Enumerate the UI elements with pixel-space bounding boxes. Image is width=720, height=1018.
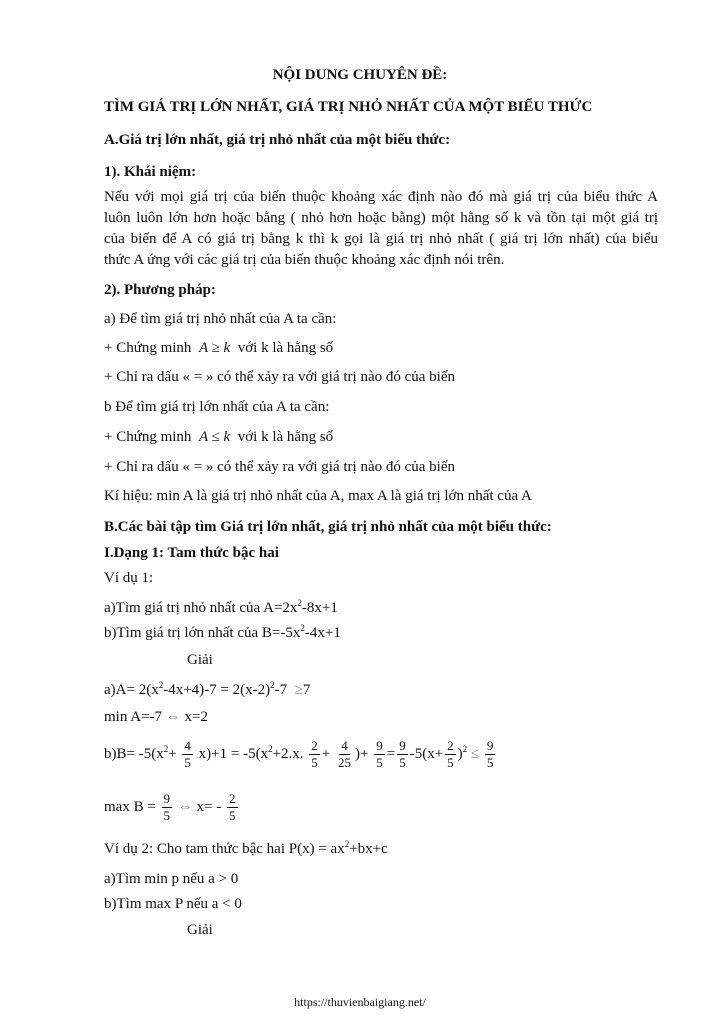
equality-line-1: + Chỉ ra dấu « = » có thể xảy ra với giá trị nào đó của biến [104,369,455,385]
denominator: 5 [163,808,171,824]
solb-p4: +2.x. [272,746,304,762]
solb-p8: -5(x+ [409,746,444,762]
ex1b-text: b)Tìm giá trị lớn nhất của B=-5x [104,625,301,641]
method-heading: 2). Phương pháp: [104,282,216,298]
solb-p3: x)+1 = -5(x [198,746,269,762]
min-a-line [104,708,208,726]
concept-line-3: của biến để A có giá trị bằng k thì k gọi là giá trị nhỏ nhất ( giá trị lớn nhất) của biểu [104,231,658,247]
exponent: 2 [462,744,468,754]
prove-prefix: + Chứng minh [104,340,192,356]
fraction [485,738,496,771]
ex1b-tail: -4x+1 [304,625,341,641]
exponent: 2 [158,680,164,690]
numerator: 4 [184,738,191,754]
ex2-tail: +bx+c [349,841,388,857]
section-b-heading: B.Các bài tập tìm Giá trị lớn nhất, giá trị nhỏ nhất của một biểu thức: [104,519,552,535]
concept-heading: 1). Khái niệm: [104,164,197,180]
sola-p2: -4x+4)-7 = 2(x-2) [163,682,271,698]
sola-p1: a)A= 2(x [104,682,159,698]
denominator: 5 [447,755,454,771]
min-method-intro: a) Để tìm giá trị nhỏ nhất của A ta cần: [104,311,337,327]
fraction [374,738,385,771]
geq-symbol: ≥ [294,682,303,698]
solb-p5: + [321,746,331,762]
example-1-part-a [104,599,338,617]
leq-symbol: ≤ [470,746,480,762]
concept-line-4: thức A ứng với các giá trị của biến thuộc khoảng xác định nói trên. [104,252,505,268]
example-2-part-b: b)Tìm max P nếu a < 0 [104,896,242,912]
denominator: 5 [486,755,494,771]
equality-line-2: + Chỉ ra dấu « = » có thể xảy ra với giá trị nào đó của biến [104,459,455,475]
fraction [309,738,320,771]
example-1-label: Ví dụ 1: [104,570,154,586]
exponent: 2 [270,680,275,690]
exponent: 2 [268,744,273,754]
solb-p6: )+ [355,746,369,762]
page-title: TÌM GIÁ TRỊ LỚN NHẤT, GIÁ TRỊ NHỎ NHẤT CỦA MỘT BIỂU THỨC [104,99,593,115]
solution-b-line [104,734,497,774]
mina-p2: x=2 [184,709,209,725]
fraction [336,738,353,771]
denominator: 25 [338,755,352,771]
sola-p4: 7 [302,682,311,698]
exponent: 2 [163,744,169,754]
example-2-part-a: a)Tìm min p nếu a > 0 [104,871,239,887]
topic-heading: NỘI DUNG CHUYÊN ĐỀ: [272,67,448,83]
solb-p1: b)B= -5(x [104,746,164,762]
max-b-line [104,787,240,827]
prove-min-line [104,339,333,357]
example-1-part-b [104,624,341,642]
solution-a-line [104,681,310,699]
maxb-p1: max B = [104,799,156,815]
notation-line: Kí hiệu: min A là giá trị nhỏ nhất của A, max A là giá trị lớn nhất của A [104,488,532,504]
denominator: 5 [311,755,318,771]
type-1-heading: I.Dạng 1: Tam thức bậc hai [104,545,279,561]
sola-p3: -7 [274,682,288,698]
solb-p7: = [386,746,396,762]
numerator: 4 [341,738,348,754]
numerator: 9 [163,791,171,807]
iff-symbol: ⇔ [177,799,193,815]
max-method-intro: b Để tìm giá trị lớn nhất của A ta cần: [104,399,330,415]
exponent: 2 [297,598,302,608]
footer-url[interactable]: https://thuvienbaigiang.net/ [294,995,426,1009]
ex1a-text: a)Tìm giá trị nhỏ nhất của A=2x [104,600,298,616]
iff-symbol: ⇔ [165,709,181,725]
fraction [445,738,456,771]
example-2-line [104,840,388,858]
solb-p2: + [168,746,177,762]
min-inequality: A ≥ k [198,340,231,356]
exponent: 2 [344,839,350,849]
constant-suffix: với k là hằng số [237,429,334,445]
ex2-text: Ví dụ 2: Cho tam thức bậc hai P(x) = ax [104,841,345,857]
solution-label-2: Giải [187,922,213,938]
prove-max-line [104,428,333,446]
constant-suffix: với k là hằng số [237,340,334,356]
denominator: 5 [229,808,236,824]
denominator: 5 [399,755,406,771]
numerator: 9 [486,738,494,754]
concept-line-2: luôn luôn lớn hơn hoặc bằng ( nhỏ hơn hoặc bằng) một hằng số k và tồn tại một giá trị [104,210,658,226]
solution-label-1: Giải [187,652,213,668]
maxb-p2: x= - [196,799,222,815]
section-a-heading: A.Giá trị lớn nhất, giá trị nhỏ nhất của một biểu thức: [104,132,451,148]
fraction [182,738,193,771]
numerator: 2 [311,738,318,754]
numerator: 9 [376,738,383,754]
denominator: 5 [376,755,383,771]
concept-line-1: Nếu với mọi giá trị của biến thuộc khoảng xác định nào đó mà giá trị của biểu thức A [104,189,658,205]
denominator: 5 [184,755,191,771]
numerator: 2 [229,791,236,807]
fraction [227,791,238,824]
ex1a-tail: -8x+1 [301,600,338,616]
numerator: 2 [447,738,454,754]
solb-p9: ) [457,746,463,762]
fraction [397,738,408,771]
prove-prefix: + Chứng minh [104,429,192,445]
fraction [162,791,173,824]
numerator: 9 [399,738,406,754]
max-inequality: A ≤ k [198,429,231,445]
mina-p1: min A=-7 [104,709,163,725]
exponent: 2 [300,623,305,633]
